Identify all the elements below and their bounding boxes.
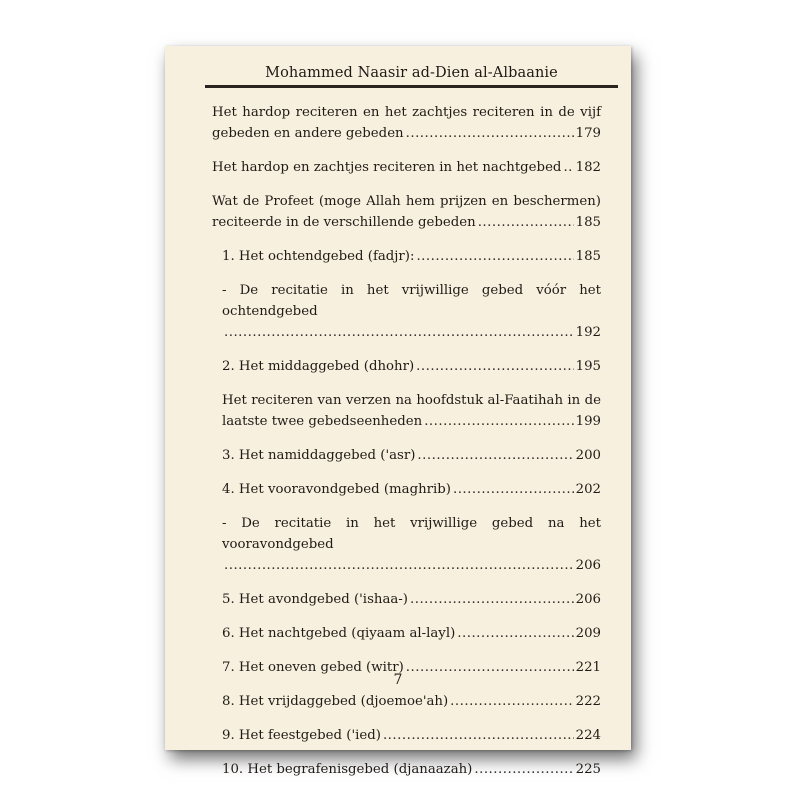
page-number: 7 <box>393 672 403 688</box>
toc-entry <box>212 479 601 500</box>
dot-leader <box>563 157 573 178</box>
toc-page-number: 192 <box>575 325 601 340</box>
dot-leader <box>410 589 574 610</box>
toc-entry-text: 4. Het vooravondgebed (maghrib) <box>222 482 451 497</box>
toc-page-number: 206 <box>575 592 601 607</box>
toc-entry <box>212 102 601 144</box>
toc-entry <box>212 725 601 746</box>
dot-leader <box>224 555 574 576</box>
dot-leader <box>416 246 573 267</box>
dot-leader <box>457 623 573 644</box>
toc-entry-text: 5. Het avondgebed ('ishaa-) <box>222 592 408 607</box>
toc-entry <box>212 445 601 466</box>
toc-page-number: 200 <box>575 448 601 463</box>
dot-leader <box>424 411 573 432</box>
dot-leader <box>450 691 573 712</box>
dot-leader <box>383 725 574 746</box>
toc-entry-text: 1. Het ochtendgebed (fadjr): <box>222 249 415 264</box>
toc-page-number: 221 <box>575 660 601 675</box>
header-rule <box>205 85 618 88</box>
dot-leader <box>474 759 573 780</box>
toc-entry-text: - De recitatie in het vrijwillige gebed na het vooravondgebed <box>222 516 601 552</box>
toc-entry-text: Wat de Profeet (moge Allah hem prijzen en beschermen) <box>212 194 601 209</box>
book-page <box>165 46 631 777</box>
toc-entry-text: 2. Het middaggebed (dhohr) <box>222 359 415 374</box>
toc-page-number: 185 <box>575 249 601 264</box>
toc-entry <box>212 513 601 576</box>
dot-leader <box>478 212 574 233</box>
toc-entry <box>212 191 601 233</box>
toc-entry <box>212 691 601 712</box>
toc-entry-text: laatste twee gebedseenheden <box>222 414 423 429</box>
toc-entry <box>212 246 601 267</box>
toc-entry <box>212 589 601 610</box>
toc-page-number: 225 <box>575 762 601 777</box>
toc-entry <box>212 356 601 377</box>
toc-page-number: 195 <box>575 359 601 374</box>
toc-entry <box>212 280 601 343</box>
dot-leader <box>416 356 573 377</box>
toc-entry-text: 7. Het oneven gebed (witr) <box>222 660 404 675</box>
table-of-contents <box>212 102 601 793</box>
toc-page-number: 209 <box>575 626 601 641</box>
toc-page-number: 185 <box>575 215 601 230</box>
toc-entry <box>212 623 601 644</box>
toc-entry <box>212 157 601 178</box>
toc-entry-text: Het hardop reciteren en het zachtjes reciteren in de vijf <box>212 105 601 120</box>
toc-page-number: 206 <box>575 558 601 573</box>
toc-entry-text: 10. Het begrafenisgebed (djanaazah) <box>222 762 473 777</box>
toc-entry-text: 8. Het vrijdaggebed (djoemoe'ah) <box>222 694 449 709</box>
toc-entry-text: 6. Het nachtgebed (qiyaam al-layl) <box>222 626 456 641</box>
toc-entry-text: gebeden en andere gebeden <box>212 126 404 141</box>
toc-page-number: 199 <box>575 414 601 429</box>
toc-entry <box>212 759 601 780</box>
dot-leader <box>417 445 573 466</box>
toc-entry-text: - De recitatie in het vrijwillige gebed vóór het ochtendgebed <box>222 283 601 319</box>
toc-page-number: 202 <box>575 482 601 497</box>
toc-entry-text: reciteerde in de verschillende gebeden <box>212 215 476 230</box>
toc-entry <box>212 390 601 432</box>
toc-page-number: 222 <box>575 694 601 709</box>
toc-entry-text: Het hardop en zachtjes reciteren in het nachtgebed <box>212 160 562 175</box>
dot-leader <box>406 123 574 144</box>
dot-leader <box>453 479 574 500</box>
toc-entry-text: 9. Het feestgebed ('ied) <box>222 728 381 743</box>
toc-entry-text: Het reciteren van verzen na hoofdstuk al-Faatihah in de <box>222 393 601 408</box>
toc-page-number: 224 <box>575 728 601 743</box>
running-head: Mohammed Naasir ad-Dien al-Albaanie <box>265 65 558 81</box>
toc-entry-text: 3. Het namiddaggebed ('asr) <box>222 448 416 463</box>
dot-leader <box>224 322 574 343</box>
toc-page-number: 182 <box>575 160 601 175</box>
toc-page-number: 179 <box>575 126 601 141</box>
